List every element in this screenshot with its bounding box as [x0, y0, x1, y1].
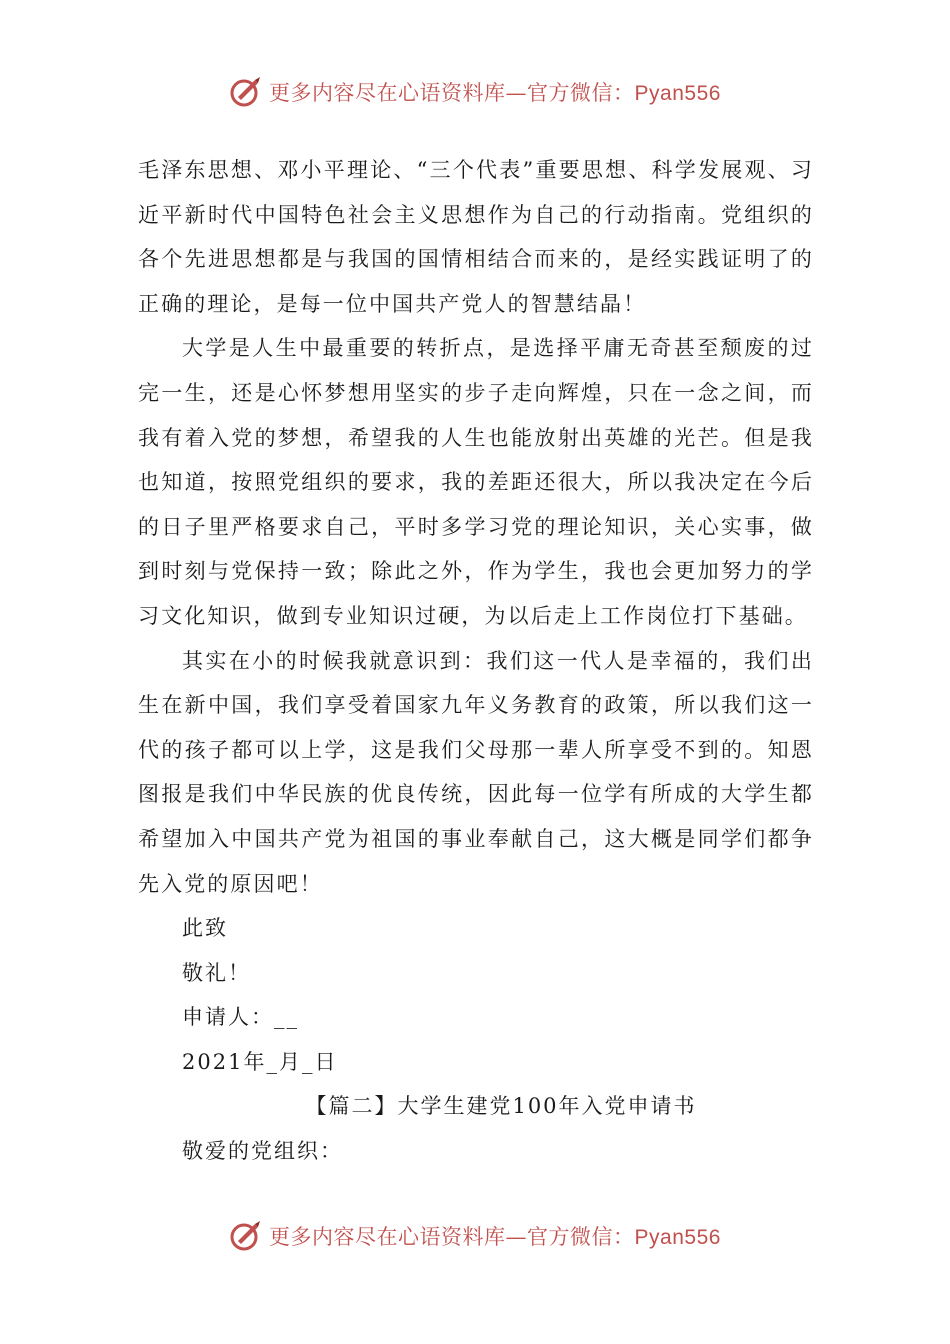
banner-wechat-label: 官方微信： [527, 1225, 635, 1249]
banner-text [269, 77, 721, 107]
paragraph-1: 毛泽东思想、邓小平理论、“三个代表”重要思想、科学发展观、习近平新时代中国特色社会主义思想作为自己的行动指南。党组织的各个先进思想都是与我国的国情相结合而来的，是经实践证明了的正确的理论，是每一位中国共产党人的智慧结晶！ [138, 158, 814, 316]
banner-separator: — [505, 81, 528, 105]
section-title: 【篇二】大学生建党100年入党申请书 [305, 1094, 697, 1119]
brush-pen-logo-icon [229, 75, 263, 109]
banner-wechat-label: 官方微信： [527, 81, 635, 105]
salutation: 敬爱的党组织： [182, 1139, 343, 1164]
banner-prefix: 更多内容尽在心语资料库 [269, 1225, 506, 1249]
banner-separator: — [505, 1225, 528, 1249]
footer-banner [0, 1214, 950, 1258]
date-line: 2021年_月_日 [182, 1049, 338, 1074]
banner-wechat-id: Pyan556 [634, 1226, 721, 1249]
closing-ci-zhi: 此致 [182, 916, 228, 941]
header-banner [0, 70, 950, 114]
brush-pen-logo-icon [229, 1219, 263, 1253]
banner-text [269, 1221, 721, 1251]
banner-wechat-id: Pyan556 [634, 82, 721, 105]
document-body [138, 148, 814, 1174]
paragraph-2: 大学是人生中最重要的转折点，是选择平庸无奇甚至颓废的过完一生，还是心怀梦想用坚实的步子走向辉煌，只在一念之间，而我有着入党的梦想，希望我的人生也能放射出英雄的光芒。但是我也知道，按照党组织的要求，我的差距还很大，所以我决定在今后的日子里严格要求自己，平时多学习党的理论知识，关心实事，做到时刻与党保持一致；除此之外，作为学生，我也会更加努力的学习文化知识，做到专业知识过硬，为以后走上工作岗位打下基础。 [138, 336, 814, 628]
paragraph-3: 其实在小的时候我就意识到：我们这一代人是幸福的，我们出生在新中国，我们享受着国家九年义务教育的政策，所以我们这一代的孩子都可以上学，这是我们父母那一辈人所享受不到的。知恩图报是我们中华民族的优良传统，因此每一位学有所成的大学生都希望加入中国共产党为祖国的事业奉献自己，这大概是同学们都争先入党的原因吧！ [138, 648, 814, 896]
banner-prefix: 更多内容尽在心语资料库 [269, 81, 506, 105]
closing-jing-li: 敬礼！ [182, 960, 251, 985]
applicant-line: 申请人：__ [182, 1005, 299, 1030]
